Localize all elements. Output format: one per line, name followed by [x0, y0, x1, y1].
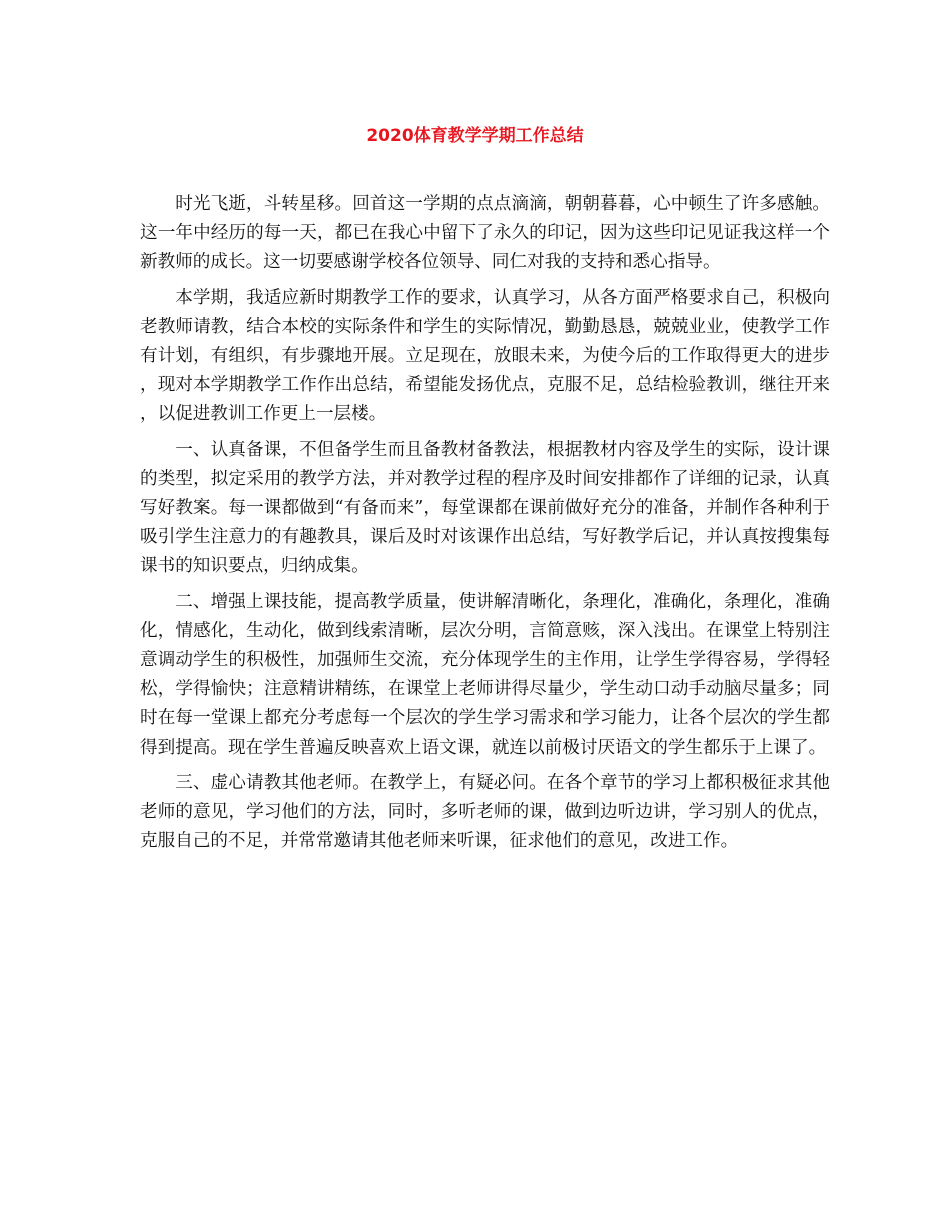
paragraph-teaching-skills: 二、增强上课技能，提高教学质量，使讲解清晰化，条理化，准确化，条理化，准确化，情感化，生动化，做到线索清晰，层次分明，言简意赅，深入浅出。在课堂上特别注意调动学生的积极性，加强师生交流，充分体现学生的主作用，让学生学得容易，学得轻松，学得愉快；注意精讲精练，在课堂上老师讲得尽量少，学生动口动手动脑尽量多；同时在每一堂课上都充分考虑每一个层次的学生学习需求和学习能力，让各个层次的学生都得到提高。现在学生普遍反映喜欢上语文课，就连以前极讨厌语文的学生都乐于上课了。: [140, 591, 830, 758]
paragraph-intro: 时光飞逝，斗转星移。回首这一学期的点点滴滴，朝朝暮暮，心中顿生了许多感触。这一年中经历的每一天，都已在我心中留下了永久的印记，因为这些印记见证我这样一个新教师的成长。这一切要感谢学校各位领导、同仁对我的支持和悉心指导。: [140, 194, 830, 273]
paragraph-lesson-preparation: 一、认真备课，不但备学生而且备教材备教法，根据教材内容及学生的实际，设计课的类型，拟定采用的教学方法，并对教学过程的程序及时间安排都作了详细的记录，认真写好教案。每一课都做到“有备而来”，每堂课都在课前做好充分的准备，并制作各种利于吸引学生注意力的有趣教具，课后及时对该课作出总结，写好教学后记，并认真按搜集每课书的知识要点，归纳成集。: [140, 439, 830, 577]
paragraph-consult-teachers: 三、虚心请教其他老师。在教学上，有疑必问。在各个章节的学习上都积极征求其他老师的意见，学习他们的方法，同时，多听老师的课，做到边听边讲，学习别人的优点，克服自己的不足，并常常邀请其他老师来听课，征求他们的意见，改进工作。: [140, 772, 830, 852]
paragraph-semester-overview: 本学期，我适应新时期教学工作的要求，认真学习，从各方面严格要求自己，积极向老教师请教，结合本校的实际条件和学生的实际情况，勤勤恳恳，兢兢业业，使教学工作有计划，有组织，有步骤地开展。立足现在，放眼未来，为使今后的工作取得更大的进步，现对本学期教学工作作出总结，希望能发扬优点，克服不足，总结检验教训，继往开来，以促进教训工作更上一层楼。: [140, 287, 830, 425]
document-body: [140, 190, 830, 862]
document-title: 2020体育教学学期工作总结: [366, 126, 584, 146]
